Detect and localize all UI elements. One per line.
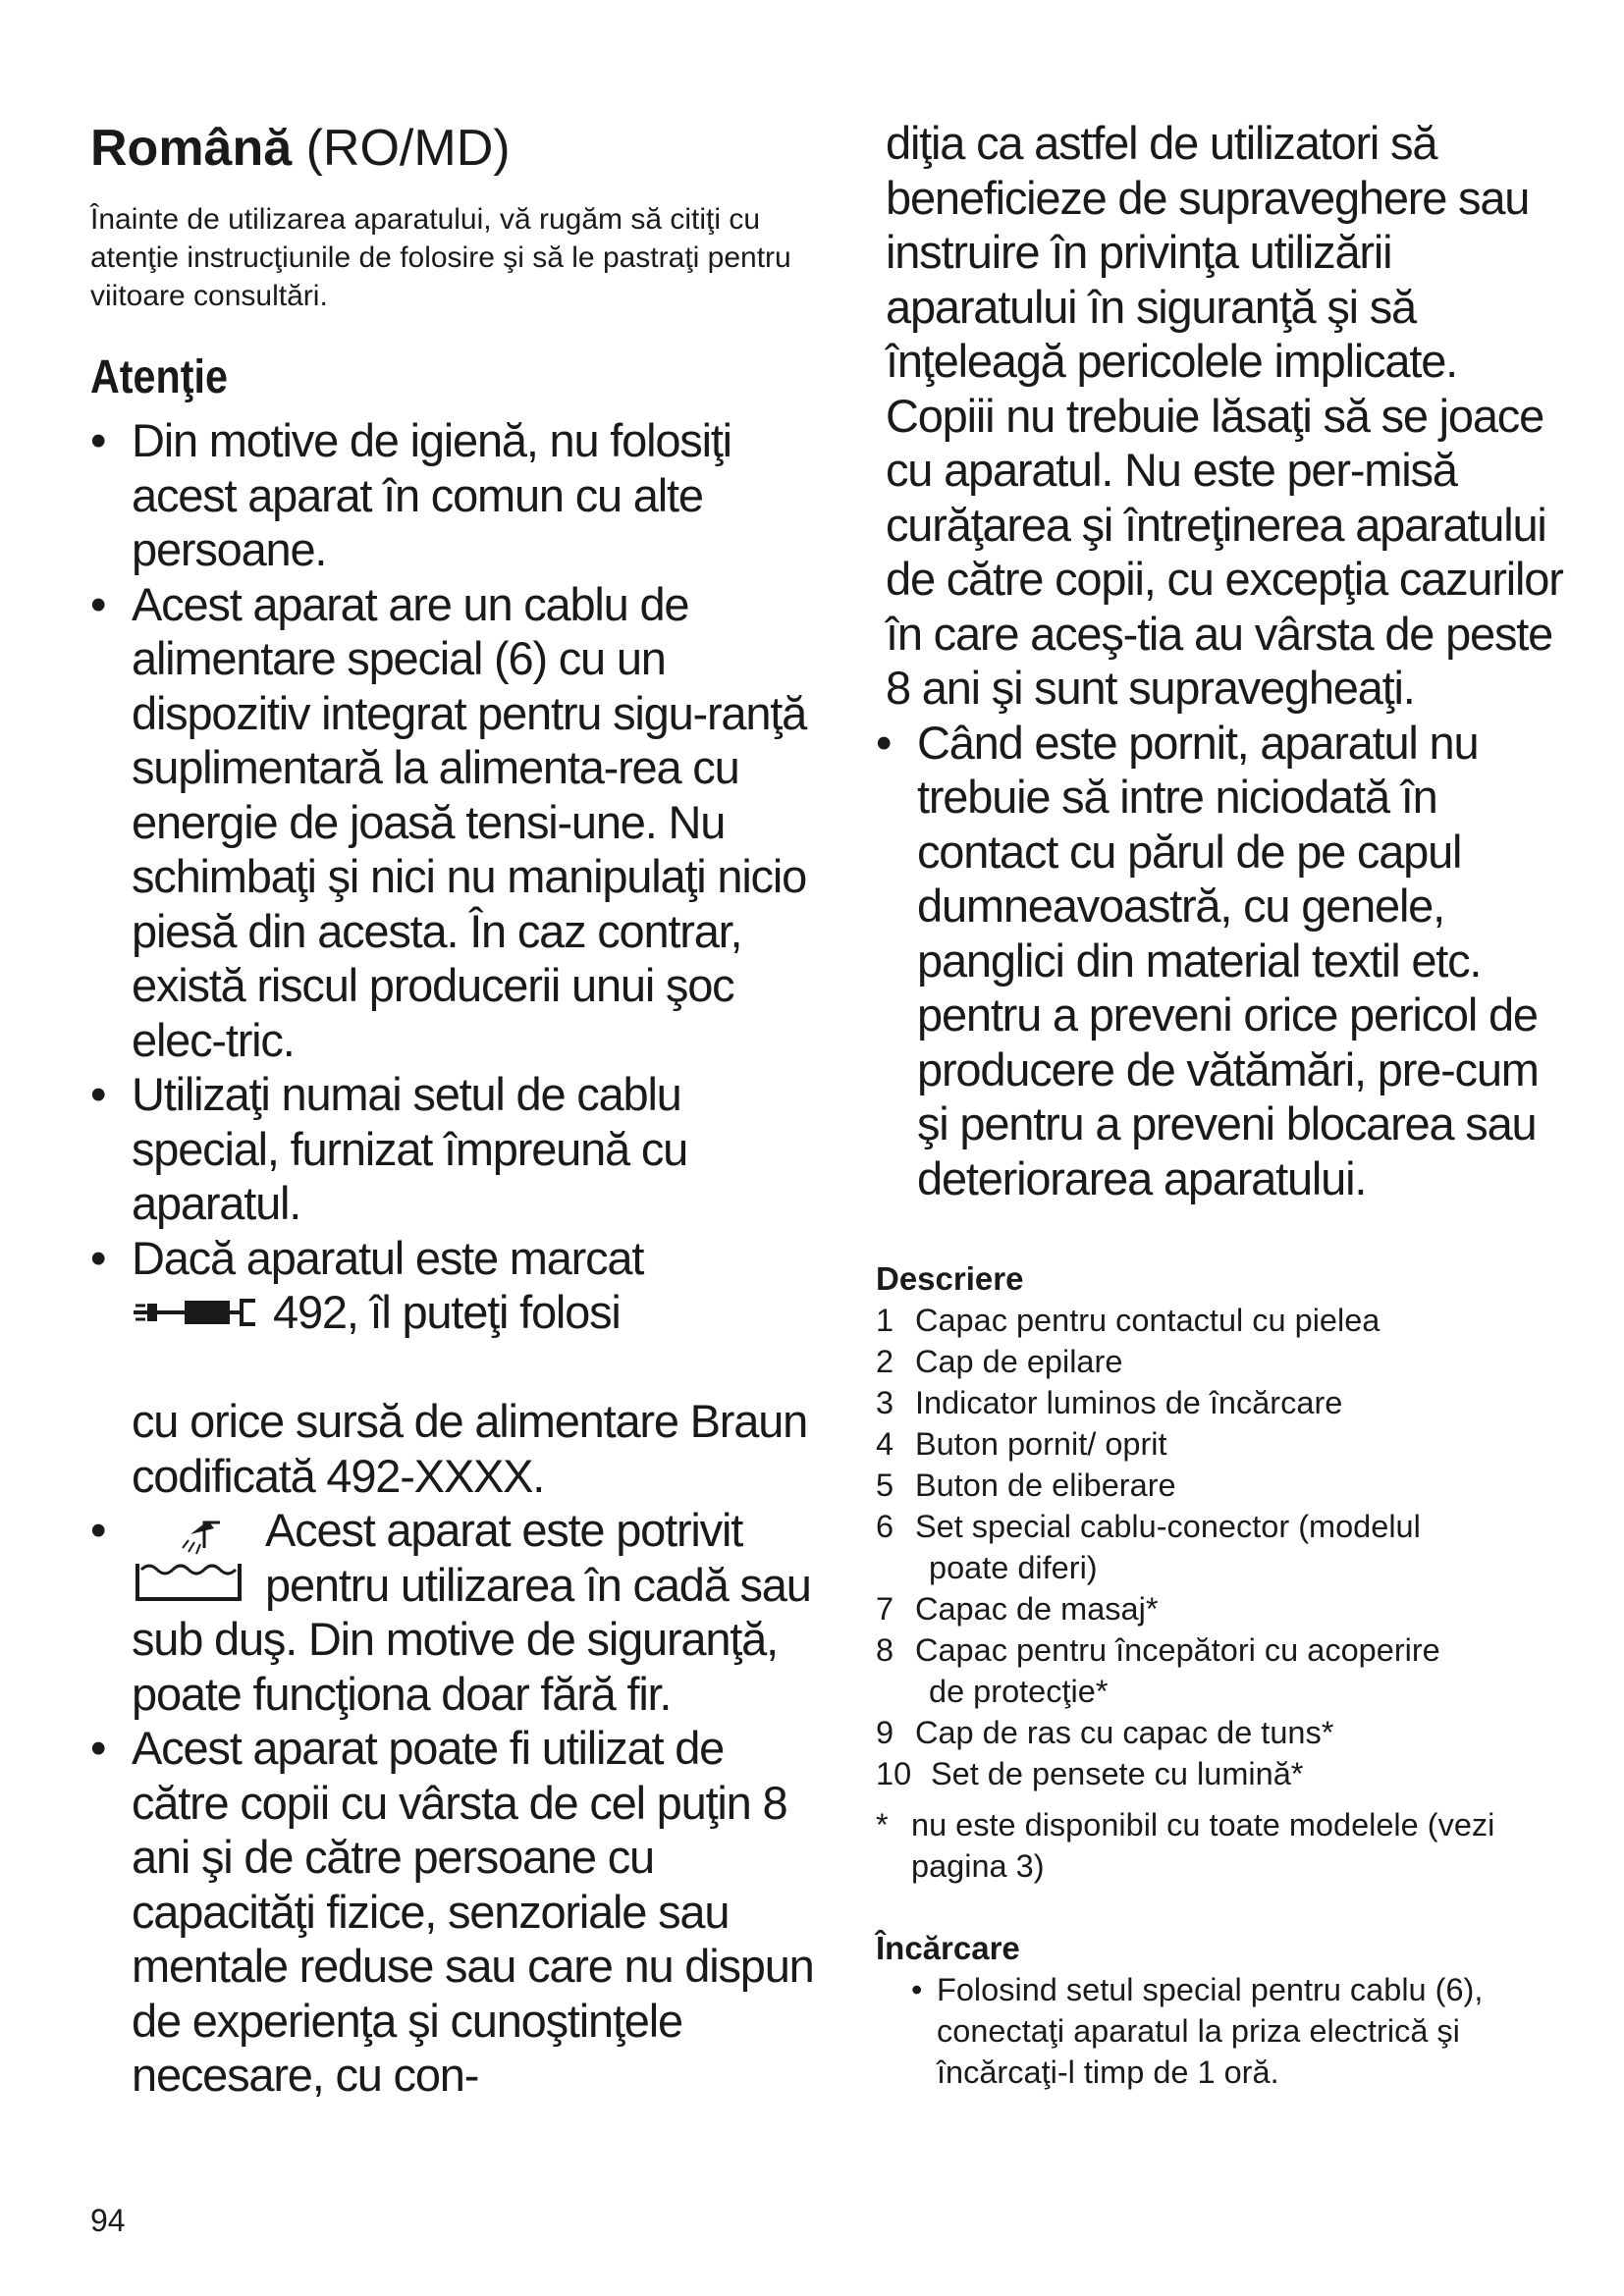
item-text: Buton de eliberare: [915, 1468, 1176, 1503]
description-list: [876, 1300, 1563, 1794]
warning-item-hair-contact: [876, 716, 1563, 1206]
bullet: •: [90, 1722, 106, 1774]
warning-item-bath: [90, 1503, 817, 1721]
description-item: [876, 1588, 1563, 1629]
description-item: [876, 1506, 1563, 1588]
charging-text: Folosind setul special pentru cablu (6), conectaţi aparatul la priza electrică şi încărcaţi-l timp de 1 oră.: [937, 1972, 1484, 2090]
item-number: 8: [876, 1632, 894, 1668]
bullet: •: [911, 1972, 923, 2007]
warning-item-children: [90, 1721, 817, 2103]
warning-text: Din motive de igienă, nu folosiţi acest aparat în comun cu alte persoane.: [132, 414, 731, 575]
item-number: 1: [876, 1303, 894, 1338]
item-number: 3: [876, 1385, 894, 1420]
item-text: Buton pornit/ oprit: [915, 1426, 1167, 1462]
item-text: Cap de epilare: [915, 1344, 1123, 1379]
description-section: [876, 1258, 1563, 1887]
charging-item: [911, 1969, 1563, 2093]
warning-text: cu orice sursă de alimentare Braun codificată 492-XXXX.: [132, 1395, 808, 1502]
warnings-list: [90, 413, 817, 2103]
asterisk: *: [876, 1807, 889, 1842]
description-item: [876, 1629, 1563, 1712]
charging-section: [876, 1928, 1563, 2093]
bullet: •: [90, 1068, 106, 1120]
language-title: [90, 116, 817, 181]
bullet: •: [90, 1504, 106, 1556]
warnings-title: Atenţie: [90, 351, 228, 403]
power-supply-icon: [132, 1293, 259, 1332]
item-number: 4: [876, 1426, 894, 1462]
charging-title: Încărcare: [876, 1930, 1020, 1966]
note-text: nu este disponibil cu toate modelele (vezi pagina 3): [911, 1807, 1495, 1884]
shower-bath-icon: [132, 1515, 245, 1605]
warning-item-cable: [90, 577, 817, 1068]
item-text: Set special cablu-conector (modelul: [915, 1509, 1421, 1544]
description-item: [876, 1712, 1563, 1753]
item-number: 9: [876, 1715, 894, 1750]
description-item: [876, 1423, 1563, 1465]
item-text-continued: poate diferi): [929, 1550, 1098, 1585]
warning-text: Când este pornit, aparatul nu trebuie să intre niciodată în contact cu părul de pe capul dumneavoastră, cu genele, panglici din material textil etc. pentru a preveni orice pericol de producere de vătămări, pre-cum şi pentru a preveni blocarea sau deteriorarea aparatului.: [917, 716, 1539, 1204]
warnings-list-continued: [876, 716, 1563, 1206]
warning-text: Dacă aparatul este marcat: [132, 1231, 644, 1284]
warning-text: Utilizaţi numai setul de cablu special, furnizat împreună cu aparatul.: [132, 1068, 688, 1229]
language-title-bold: Română: [90, 120, 293, 177]
item-text: Set de pensete cu lumină*: [931, 1756, 1304, 1791]
page-number: 94: [90, 2203, 126, 2238]
item-number: 5: [876, 1468, 894, 1503]
bullet: •: [90, 1231, 106, 1284]
warnings-continued: [876, 116, 1563, 1205]
item-number: 2: [876, 1344, 894, 1379]
description-title: Descriere: [876, 1260, 1024, 1297]
item-text: Capac pentru contactul cu pielea: [915, 1303, 1380, 1338]
description-item: [876, 1465, 1563, 1506]
warning-text: Acest aparat poate fi utilizat de către copii cu vârsta de cel puţin 8 ani şi de către persoane cu capacităţi fizice, senzoriale sau mentale reduse sau care nu dispun de experienţa şi cunoştinţele necesare, cu con-: [132, 1722, 814, 2101]
warning-item-hygiene: [90, 413, 817, 577]
charging-list: [876, 1969, 1563, 2093]
item-text: Cap de ras cu capac de tuns*: [915, 1715, 1334, 1750]
warning-item-power-supply: [90, 1231, 817, 1504]
item-text-continued: de protecţie*: [929, 1674, 1109, 1709]
left-column: [90, 116, 817, 2103]
description-item: [876, 1341, 1563, 1382]
right-column: [876, 116, 1563, 2093]
warning-text: Acest aparat este potrivit pentru utilizarea în cadă sau sub duş. Din motive de siguranţă, poate funcţiona doar fără fir.: [132, 1504, 811, 1720]
description-item: [876, 1300, 1563, 1341]
warning-text: 492, îl puteţi folosi: [273, 1286, 621, 1338]
item-number: 7: [876, 1591, 894, 1627]
availability-note: [876, 1804, 1563, 1887]
warning-text-continued: diţia ca astfel de utilizatori să beneficieze de supraveghere sau instruire în privinţa utilizării aparatului în siguranţă şi să înţeleagă pericolele implicate. Copiii nu trebuie lăsaţi să se joace cu aparatul. Nu este per-misă curăţarea şi întreţinerea aparatului de către copii, cu excepţia cazurilor în care aceş-tia au vârsta de peste 8 ani şi sunt supravegheaţi.: [886, 117, 1563, 714]
item-text: Capac pentru începători cu acoperire: [915, 1632, 1440, 1668]
warning-text: Acest aparat are un cablu de alimentare special (6) cu un dispozitiv integrat pentru sigu-ranţă suplimentară la alimenta-rea cu energie de joasă tensi-une. Nu schimbaţi şi nici nu manipulaţi nicio piesă din acesta. În caz contrar, există riscul producerii unui şoc elec-tric.: [132, 577, 807, 1066]
item-number: 10: [876, 1756, 912, 1791]
item-number: 6: [876, 1509, 894, 1544]
language-title-code: (RO/MD): [305, 120, 511, 177]
bullet: •: [90, 414, 106, 466]
bullet: •: [90, 577, 106, 630]
intro-paragraph: Înainte de utilizarea aparatului, vă rugăm să citiţi cu atenţie instrucţiunile de folosire şi să le pastraţi pentru viitoare consultări.: [90, 203, 791, 312]
description-item: [876, 1382, 1563, 1423]
item-text: Indicator luminos de încărcare: [915, 1385, 1343, 1420]
description-item: [876, 1753, 1563, 1794]
warning-item-cable-set: [90, 1067, 817, 1231]
bullet: •: [876, 716, 892, 769]
item-text: Capac de masaj*: [915, 1591, 1159, 1627]
